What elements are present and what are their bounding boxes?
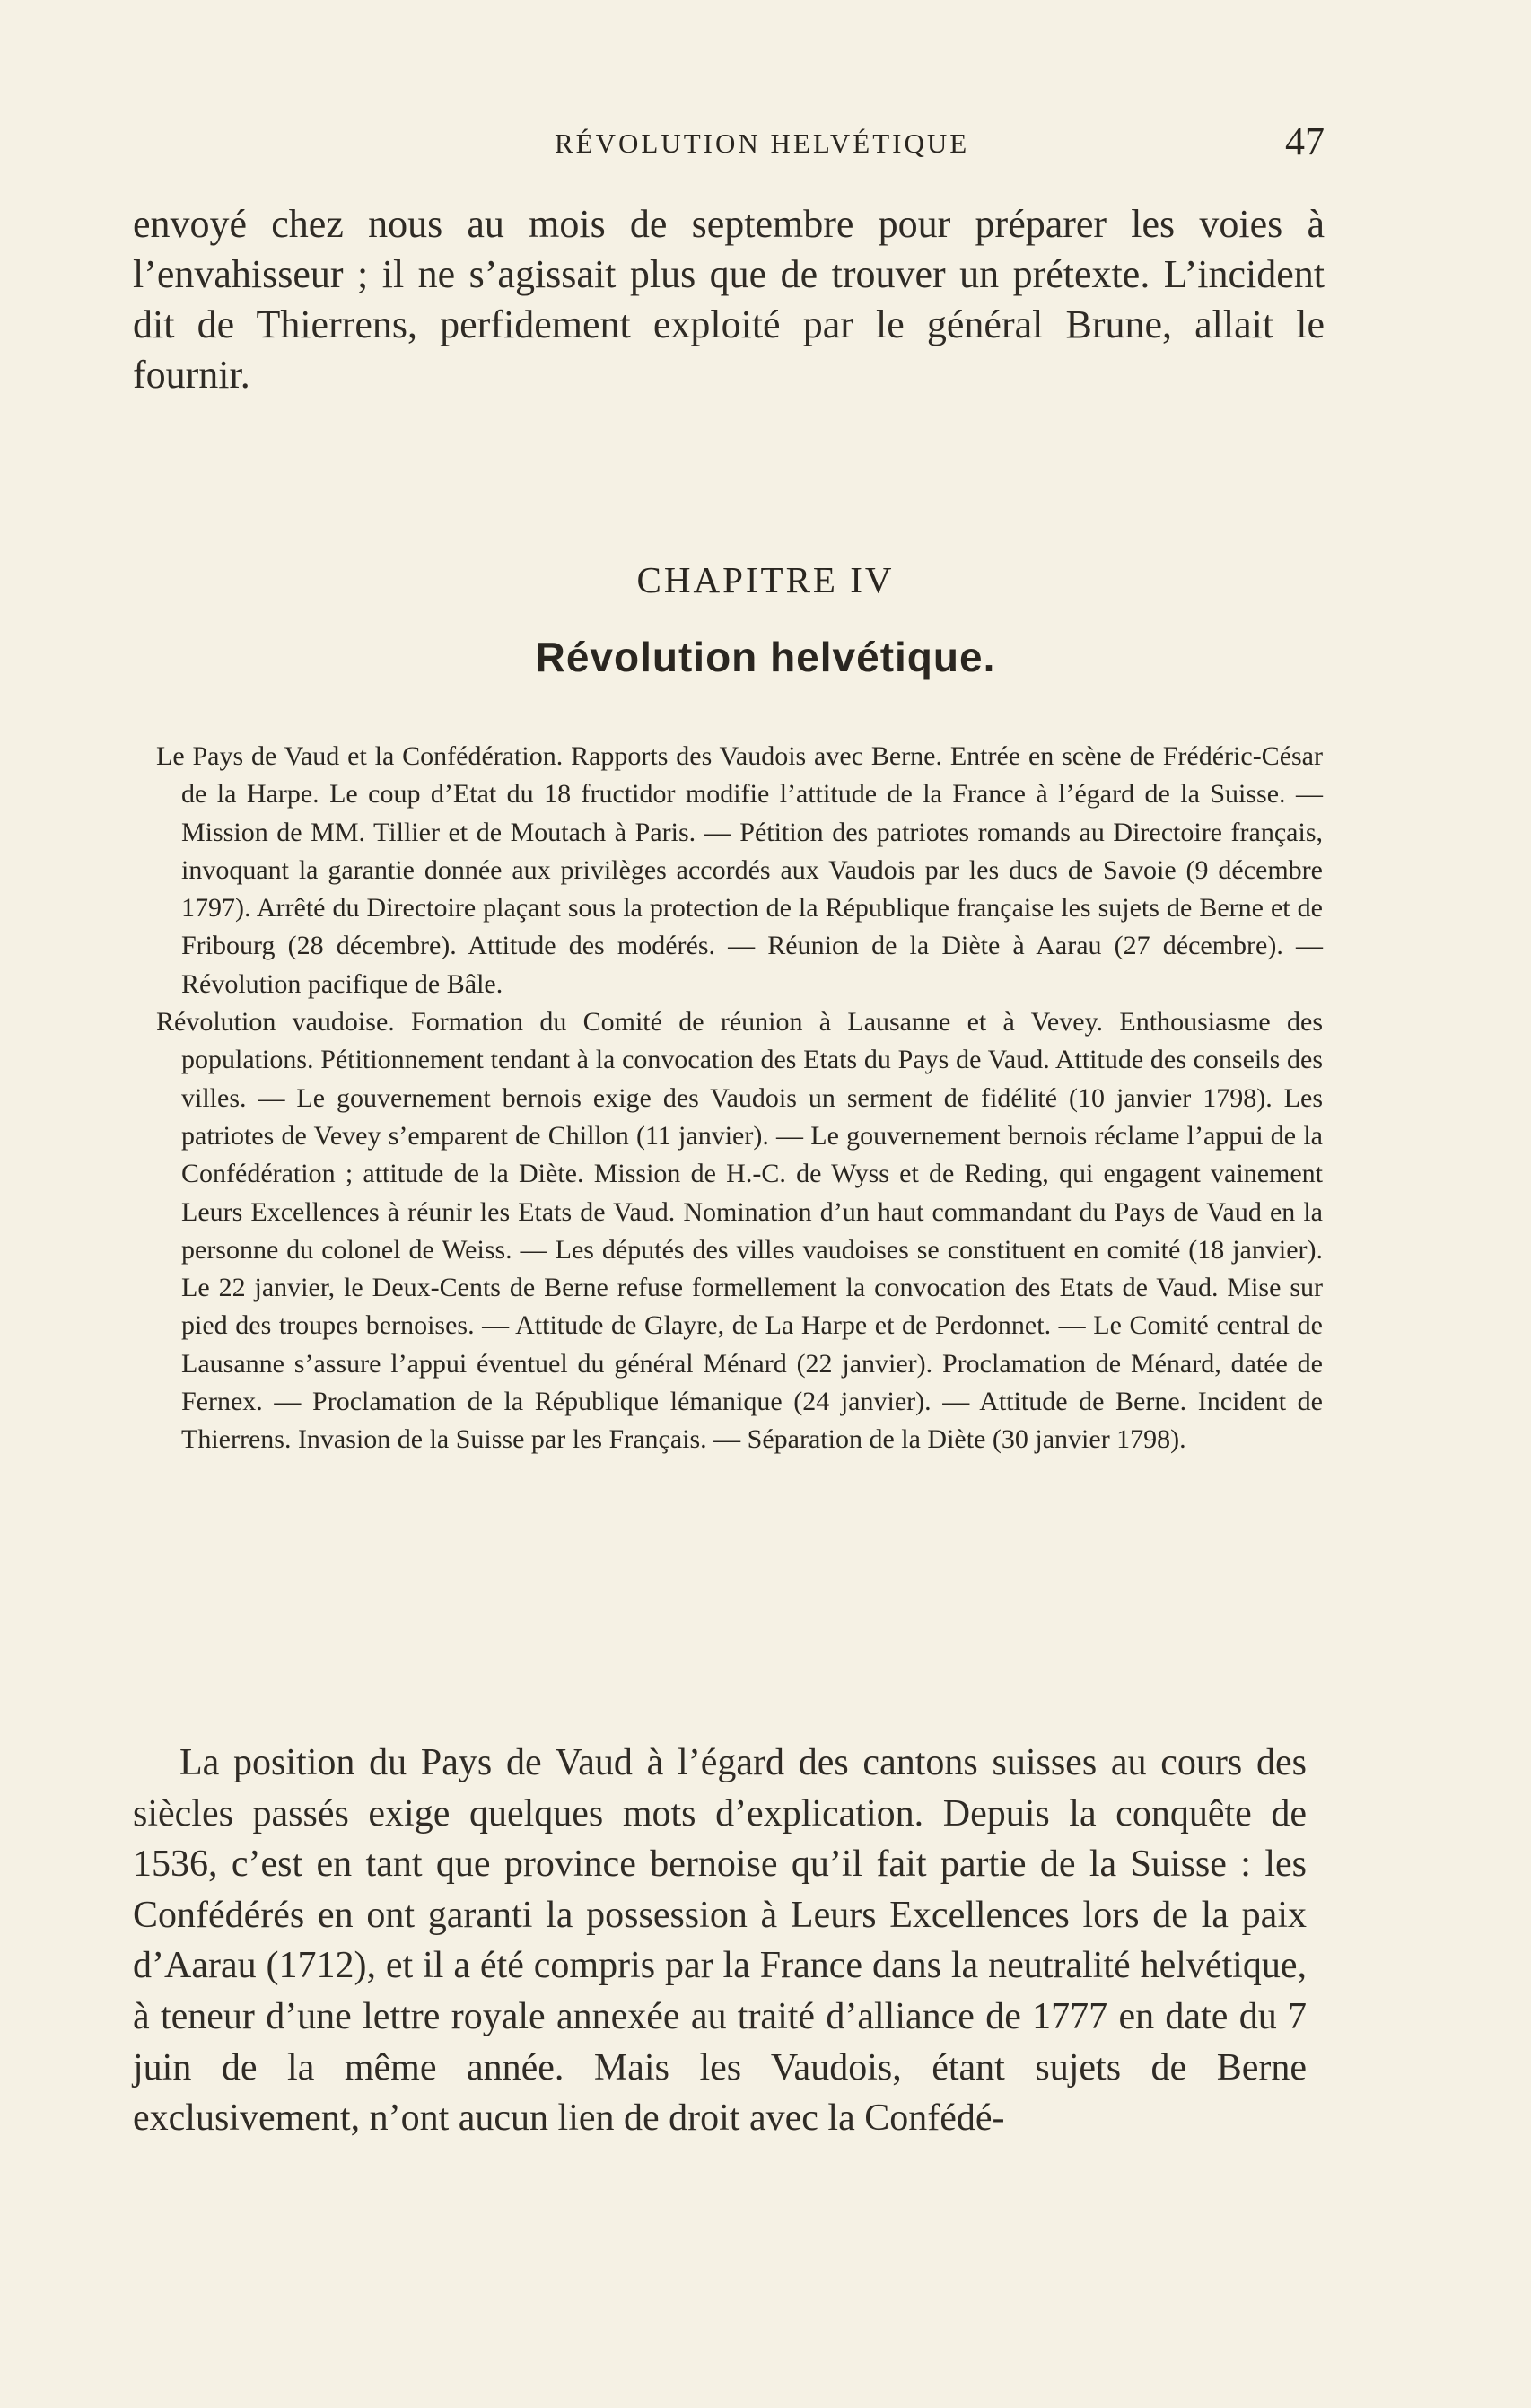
- chapter-title: Révolution helvétique.: [535, 634, 996, 680]
- chapter-summary: [156, 738, 1323, 1459]
- running-head: [0, 119, 1531, 163]
- main-text: [133, 1738, 1307, 2144]
- main-paragraph: La position du Pays de Vaud à l’égard des cantons suisses au cours des siècles passés exige quelques mots d’explication. Depuis la conquête de 1536, c’est en tant que province bernoise qu’il fait partie de la Suisse : les Confédérés en ont garanti la possession à Leurs Excellences lors de la paix d’Aarau (1712), et il a été compris par la France dans la neutralité helvétique, à teneur d’une lettre royale annexée au traité d’alliance de 1777 en date du 7 juin de la même année. Mais les Vaudois, étant sujets de Berne exclusivement, n’ont aucun lien de droit avec la Confédé-: [133, 1742, 1307, 2140]
- opening-paragraph-text: envoyé chez nous au mois de septembre pour préparer les voies à l’envahisseur ; il ne s’agissait plus que de trouver un prétexte. L’incident dit de Thierrens, perfidement exploité par le général Brune, allait le fournir.: [133, 202, 1325, 397]
- summary-paragraph: Révolution vaudoise. Formation du Comité de réunion à Lausanne et à Vevey. Enthousiasme des populations. Pétitionnement tendant à la convocation des Etats du Pays de Vaud. Attitude des conseils des villes. — Le gouvernement bernois exige des Vaudois un serment de fidélité (10 janvier 1798). Les patriotes de Vevey s’emparent de Chillon (11 janvier). — Le gouvernement bernois réclame l’appui de la Confédération ; attitude de la Diète. Mission de H.-C. de Wyss et de Reding, qui engagent vainement Leurs Excellences à réunir les Etats de Vaud. Nomination d’un haut commandant du Pays de Vaud en la personne du colonel de Weiss. — Les députés des villes vaudoises se constituent en comité (18 janvier). Le 22 janvier, le Deux-Cents de Berne refuse formellement la convocation des Etats de Vaud. Mise sur pied des troupes bernoises. — Attitude de Glayre, de La Harpe et de Perdonnet. — Le Comité central de Lausanne s’assure l’appui éventuel du général Ménard (22 janvier). Proclamation de Ménard, datée de Fernex. — Proclamation de la République lémanique (24 janvier). — Attitude de Berne. Incident de Thierrens. Invasion de la Suisse par les Français. — Séparation de la Diète (30 janvier 1798).: [156, 1007, 1323, 1455]
- page-number: 47: [1285, 119, 1325, 163]
- chapter-label: CHAPITRE IV: [636, 559, 895, 600]
- opening-paragraph: [133, 199, 1325, 400]
- summary-paragraph: Le Pays de Vaud et la Confédération. Rapports des Vaudois avec Berne. Entrée en scène de Frédéric-César de la Harpe. Le coup d’Etat du 18 fructidor modifie l’attitude de la France à l’égard de la Suisse. — Mission de MM. Tillier et de Moutach à Paris. — Pétition des patriotes romands au Directoire français, invoquant la garantie donnée aux privilèges accordés aux Vaudois par les ducs de Savoie (9 décembre 1797). Arrêté du Directoire plaçant sous la protection de la République française les sujets de Berne et de Fribourg (28 décembre). Attitude des modérés. — Réunion de la Diète à Aarau (27 décembre). — Révolution pacifique de Bâle.: [156, 741, 1323, 999]
- running-title: RÉVOLUTION HELVÉTIQUE: [555, 127, 970, 159]
